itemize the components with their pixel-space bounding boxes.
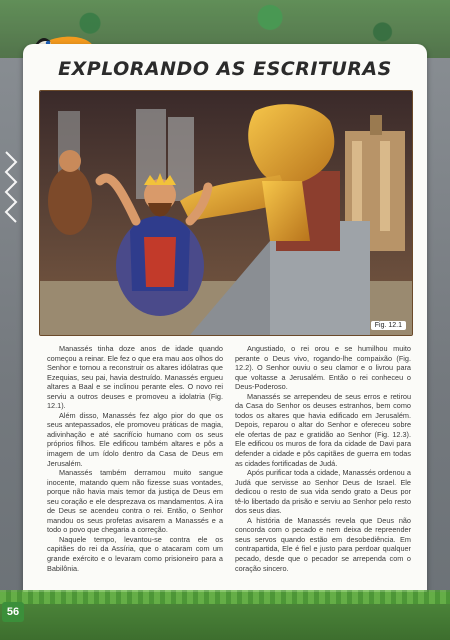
paragraph: Angustiado, o rei orou e se humilhou muito perante o Deus vivo, rogando-lhe compaixão (Fig. 12.2). O Senhor ouviu o seu clamor e o livrou para que voltasse a Jerusalém. Então o rei conheceu o Deus-Poderoso. — [235, 344, 411, 392]
zigzag-decoration — [4, 150, 18, 230]
paragraph: Após purificar toda a cidade, Manassés ordenou a Judá que servisse ao Senhor Deus de Israel. Ele dedicou o resto de sua vida sendo grato a Deus por tê-lo libertado da prisão e serviu ao Senhor pelo resto dos seus dias. — [235, 468, 411, 516]
text-column-left — [47, 344, 223, 573]
text-column-right — [235, 344, 411, 573]
paragraph: Manassés se arrependeu de seus erros e retirou da Casa do Senhor os deuses estranhos, bem como todos os altares que havia edificado em Jerusalém. Depois, reparou o altar do Senhor e ofereceu sobre ele ofertas de paz e gratidão ao Senhor (Fig. 12.3). Ele edificou os muros de fora da cidade de Davi para defender a cidade e pôs capitães de guerra em todas as cidades fortificadas de Judá. — [235, 391, 411, 468]
paragraph: Além disso, Manassés fez algo pior do que os seus antepassados, ele promoveu práticas de magia, adivinhação e até sacrifício humano com os seus próprios filhos. Ele edificou também altares e pôs a imagem de um ídolo dentro da Casa de Deus em Jerusalém. — [47, 410, 223, 468]
page-number: 56 — [2, 602, 24, 622]
grass-decoration — [0, 590, 450, 604]
paragraph: Manassés também derramou muito sangue inocente, matando quem não fizesse suas vontades, porque não havia mais temor da justiça de Deus em seu coração e ele desprezava os mandamentos. A ira de Deus se acendeu contra o rei. Então, o Senhor mandou os seus profetas avisarem a Manassés e a todo o povo que chegaria a correção. — [47, 468, 223, 535]
illustration-art — [40, 91, 412, 335]
figure-label: Fig. 12.1 — [371, 321, 406, 330]
illustration-manasseh-idol — [39, 90, 413, 336]
paragraph: Naquele tempo, levantou-se contra ele os capitães do rei da Assíria, que o atacaram com um grande exército e o levaram como prisioneiro para a Babilônia. — [47, 534, 223, 573]
paragraph: Manassés tinha doze anos de idade quando começou a reinar. Ele fez o que era mau aos olhos do Senhor e tornou a reconstruir os altares idólatras que Ezequias, seu pai, havia destruído. Manassés ergueu altares a Baal e se inclinou perante eles. O novo rei serviu a outros deuses e promoveu a idolatria (Fig. 12.1). — [47, 344, 223, 411]
text-columns — [47, 344, 411, 594]
content-card — [23, 44, 427, 600]
paragraph: A história de Manassés revela que Deus não concorda com o pecado e nem deixa de repreender seus servos quando estão em desobediência. Em contrapartida, Ele é fiel e justo para perdoar qualquer pecado, desde que o pecador se arrependa com o coração sincero. — [235, 515, 411, 573]
page-title: EXPLORANDO AS ESCRITURAS — [58, 58, 392, 80]
